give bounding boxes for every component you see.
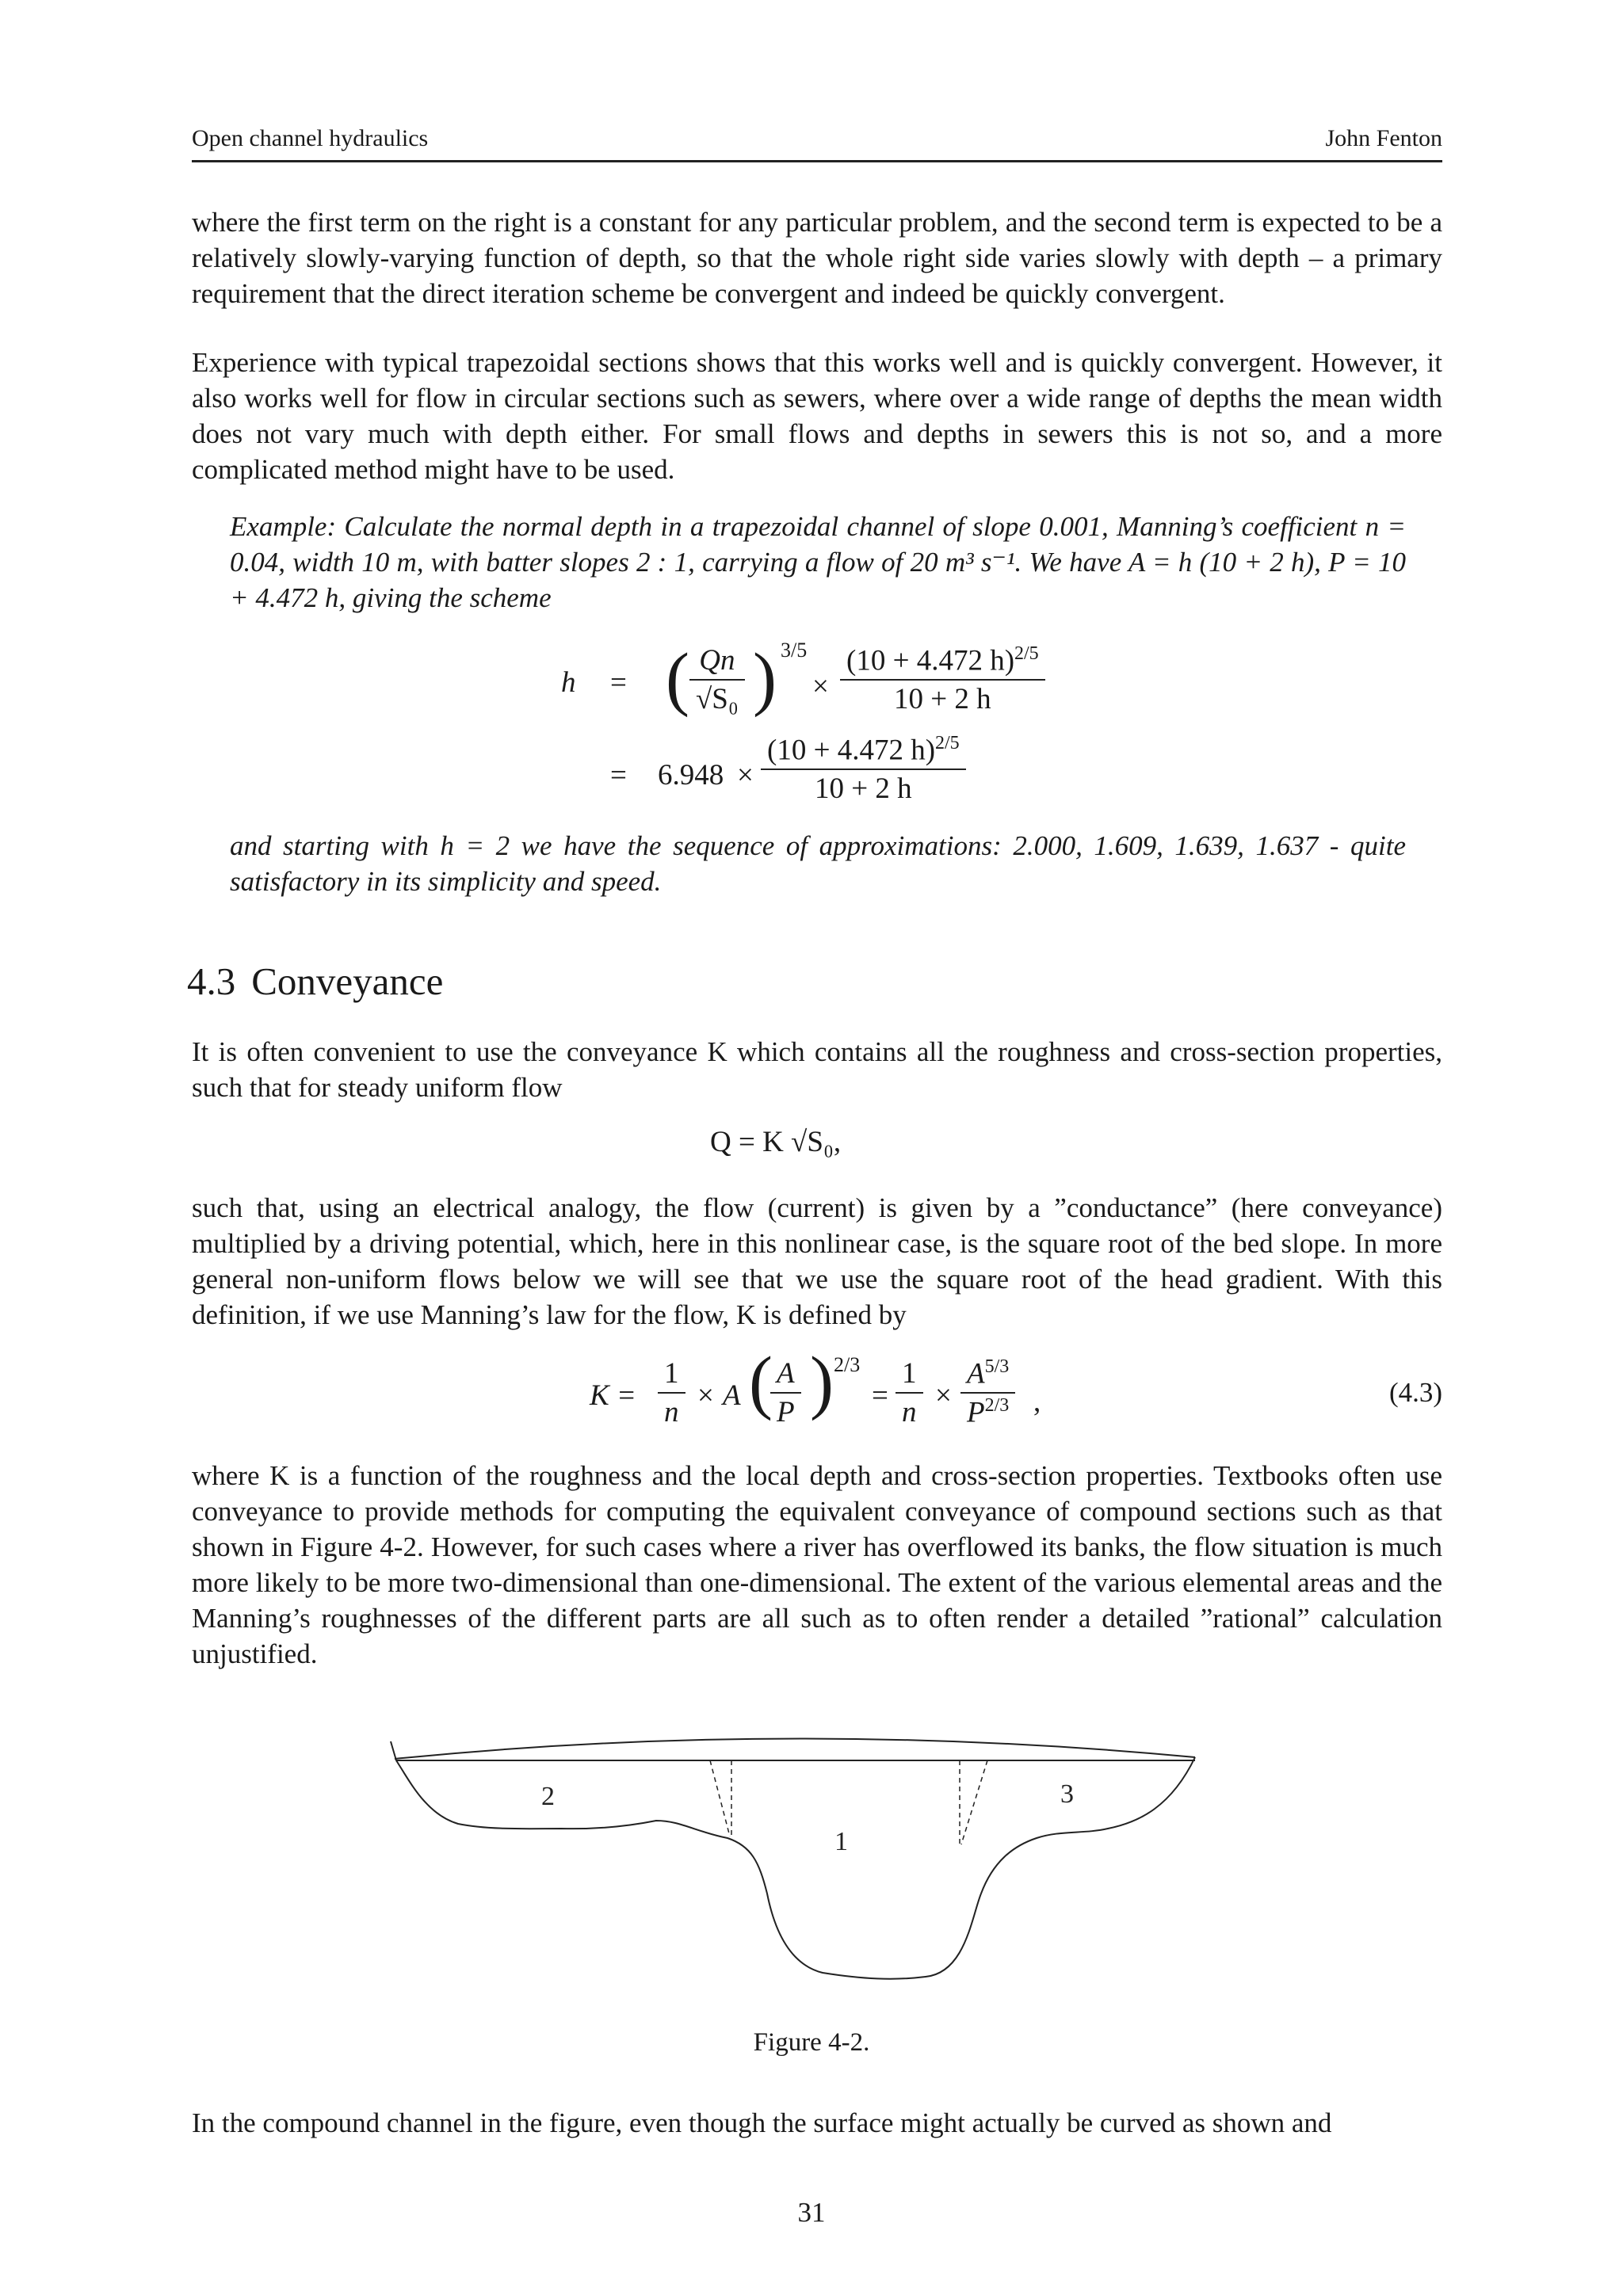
section-number: 4.3 <box>187 959 236 1003</box>
channel-bed-profile <box>391 1741 1195 1979</box>
fraction-a53-over-p23: $\frac{A^{5/3}}{P^{2/3}}$ <box>960 1356 1015 1430</box>
eq-equals-3: = <box>872 1379 888 1412</box>
compound-channel-figure <box>379 1727 1212 2008</box>
page-number: 31 <box>797 2197 826 2228</box>
conveyance-equation: Q = K √S₀, <box>710 1126 842 1158</box>
figure-caption: Figure 4-2. <box>753 2028 870 2057</box>
eq-equals-2: = <box>610 759 627 791</box>
paren-left-2: ( <box>749 1343 773 1421</box>
exponent-two-thirds: 2/3 <box>834 1353 861 1376</box>
k-lhs: K = <box>590 1379 636 1412</box>
section-heading <box>187 959 443 1004</box>
times-sign-2: × <box>737 759 754 791</box>
fraction-main-1: $\frac{(10 + 4.472 h)^{2/5}}{10 + 2 h}$ <box>840 643 1045 716</box>
divider-right-slant <box>961 1760 987 1844</box>
fraction-qn-s0: $\frac{Qn}{\text{√S₀}}$ <box>689 643 745 716</box>
times-sign-4: × <box>935 1379 952 1412</box>
comma: , <box>1033 1386 1041 1418</box>
paren-right: ) <box>753 639 777 718</box>
region-label-1: 1 <box>834 1827 848 1856</box>
region-label-3: 3 <box>1060 1779 1074 1809</box>
paragraph-6: In the compound channel in the figure, even though the surface might actually be curved as shown and <box>192 2107 1332 2138</box>
section-title-text: Conveyance <box>251 959 444 1003</box>
example-outro: and starting with h = 2 we have the sequence of approximations: 2.000, 1.609, 1.639, 1.637 - quite satisfactory in its simplicity and speed. <box>230 830 1406 897</box>
paragraph-2: Experience with typical trapezoidal sections shows that this works well and is quickly convergent. However, it also works well for flow in circular sections such as sewers, where over a wide range of depths the mean width does not vary much with depth either. For small flows and depths in sewers this is not so, and a more complicated method might have to be used. <box>192 347 1442 485</box>
header-author: John Fenton <box>1325 125 1442 151</box>
eq-h: h <box>561 666 576 699</box>
header-book-title: Open channel hydraulics <box>192 125 429 151</box>
running-header <box>192 120 1442 162</box>
paragraph-5: where K is a function of the roughness and the local depth and cross-section properties. Textbooks often use conveyance to provide methods for computing the equivalent conveyance of compound sections such as that shown in Figure 4-2. However, for such cases where a river has overflowed its banks, the flow situation is much more likely to be more two-dimensional than one-dimensional. The extent of the various elemental areas and the Manning’s roughnesses of the different parts are all such as to often render a detailed ”rational” calculation unjustified. <box>192 1460 1442 1669</box>
paragraph-1: where the first term on the right is a constant for any particular problem, and the second term is expected to be a relatively slowly-varying function of depth, so that the whole right side varies slowly with depth – a primary requirement that the direct iteration scheme be convergent and indeed be quickly convergent. <box>192 207 1442 309</box>
area-a: A <box>723 1379 741 1412</box>
paren-left: ( <box>666 639 689 718</box>
times-sign-1: × <box>812 670 829 703</box>
eq-equals-1: = <box>610 666 627 699</box>
paren-right-2: ) <box>810 1343 834 1421</box>
fraction-main-2: $\frac{(10 + 4.472 h)^{2/5}}{10 + 2 h}$ <box>761 733 966 806</box>
example-intro: Example: Calculate the normal depth in a trapezoidal channel of slope 0.001, Manning’s coefficient n = 0.04, width 10 m, with batter slopes 2 : 1, carrying a flow of 20 m³ s⁻¹. We have A = h (10 + 2 h), P = 10 + 4.472 h, giving the scheme <box>230 511 1406 613</box>
exponent-three-fifths: 3/5 <box>781 639 808 662</box>
paragraph-3: It is often convenient to use the conveyance K which contains all the roughness and cross-section properties, such that for steady uniform flow <box>192 1036 1442 1103</box>
divider-left-slant <box>710 1760 730 1836</box>
paragraph-4: such that, using an electrical analogy, the flow (current) is given by a ”conductance” (here conveyance) multiplied by a driving potential, which, here in this nonlinear case, is the square root of the bed slope. In more general non-uniform flows below we will see that we use the square root of the head gradient. With this definition, if we use Manning’s law for the flow, K is defined by <box>192 1192 1442 1330</box>
region-label-2: 2 <box>541 1782 555 1811</box>
equation-number: (4.3) <box>1388 1377 1442 1408</box>
curved-water-surface <box>395 1738 1195 1759</box>
constant-value: 6.948 <box>658 759 724 791</box>
times-sign-3: × <box>697 1379 714 1412</box>
fraction-1-over-n-2: $\frac{1}{n}$ <box>896 1356 923 1429</box>
fraction-a-over-p: $\frac{A}{P}$ <box>770 1356 801 1429</box>
fraction-1-over-n-1: $\frac{1}{n}$ <box>658 1356 685 1429</box>
